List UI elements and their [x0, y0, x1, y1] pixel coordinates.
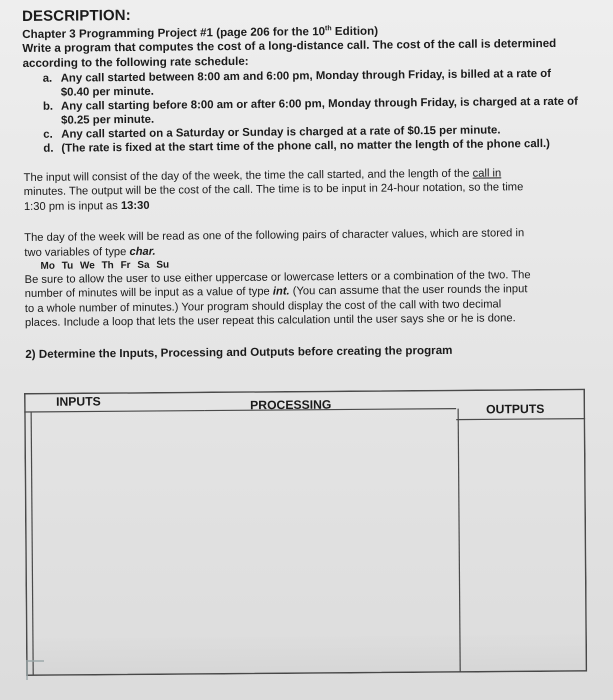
chapter-subtitle: Chapter 3 Programming Project #1 (page 206 for the 10th Edition) [22, 24, 379, 41]
input-description: The input will consist of the day of the week, the time the call started, and the length of the call in minutes. The output will be the cost of the call. The time is to be input in 24-hour notation, so the time 1:30 pm is input as 13:30 [23, 167, 524, 213]
task-title: 2) Determine the Inputs, Processing and Outputs before creating the program [25, 343, 453, 361]
processing-header: PROCESSING [250, 397, 332, 413]
paper-shadow [26, 632, 587, 676]
case-description: Be sure to allow the user to use either uppercase or lowercase letters or a combination of the two. The number of minutes will be input as a value of type int. (You can assume that the user rounds the input to a whole number of minutes.) Your program should display the cost of the call with two decimal places. Include a loop that lets the user repeat this calculation until the user says she or he is done. [24, 269, 531, 330]
rate-item-a: a. Any call started between 8:00 am and 6:00 pm, Monday through Friday, is billed at a rate of $0.40 per minute. [42, 67, 552, 99]
outputs-header: OUTPUTS [486, 401, 545, 417]
rate-item-d: d. (The rate is fixed at the start time of the phone call, no matter the length of the phone call.) [43, 137, 550, 155]
ipo-table [24, 389, 587, 676]
day-codes: Mo Tu We Th Fr Sa Su [40, 259, 170, 272]
rate-schedule-list [23, 67, 596, 156]
intro-text: Write a program that computes the cost of a long-distance call. The cost of the call is determined according to the following rate schedule: [22, 36, 557, 70]
corner-mark [26, 660, 44, 680]
description-section [22, 3, 597, 361]
day-description: The day of the week will be read as one of the following pairs of character values, which are stored in two variables of type char. [24, 227, 525, 259]
inputs-header: INPUTS [56, 394, 101, 409]
inputs-header-rule [24, 411, 204, 412]
rate-item-b: b. Any call starting before 8:00 am or after 6:00 pm, Monday through Friday, is charged at a rate of $0.25 per minute. [42, 95, 578, 127]
description-heading: DESCRIPTION: [22, 6, 131, 25]
outputs-header-rule [456, 419, 585, 420]
rate-item-c: c. Any call started on a Saturday or Sunday is charged at a rate of $0.15 per minute. [43, 124, 501, 141]
